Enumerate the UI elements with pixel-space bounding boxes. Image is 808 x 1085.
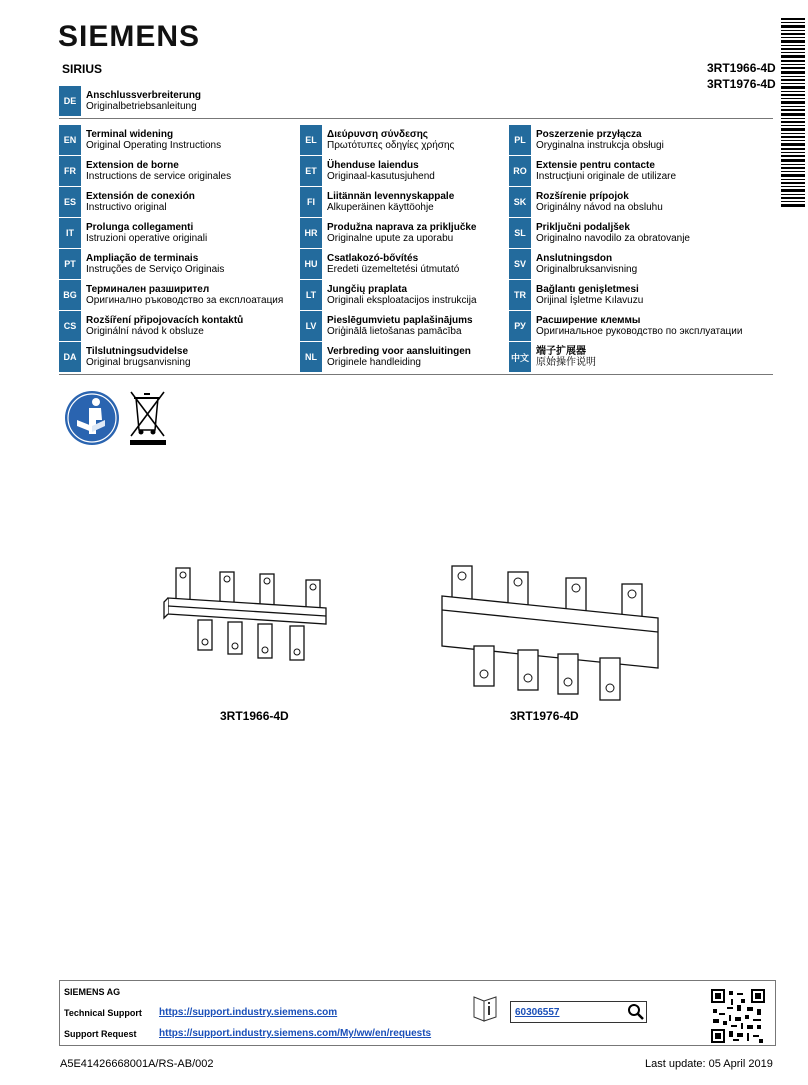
language-code: ET — [300, 156, 322, 186]
language-row — [509, 249, 774, 279]
language-subtitle: Instructions de service originales — [86, 171, 232, 182]
language-code: RO — [509, 156, 531, 186]
language-title: Extension de borne — [86, 160, 179, 171]
language-code: LT — [300, 280, 322, 310]
language-row — [509, 218, 774, 248]
barcode-image — [781, 18, 805, 208]
language-code: HR — [300, 218, 322, 248]
divider — [59, 118, 773, 119]
language-row — [59, 249, 291, 279]
language-title: Διεύρυνση σύνδεσης — [327, 129, 429, 140]
language-code: EL — [300, 125, 322, 155]
language-code: IT — [59, 218, 81, 248]
language-title: Расширение клеммы — [536, 315, 641, 326]
language-row — [300, 187, 500, 217]
language-subtitle: Instrucţiuni originale de utilizare — [536, 171, 677, 182]
language-row — [509, 342, 774, 372]
language-subtitle: Orijinal İşletme Kılavuzu — [536, 295, 644, 306]
product-drawing-3rt1966 — [160, 560, 340, 670]
language-row — [59, 187, 291, 217]
language-title: Verbreding voor aansluitingen — [327, 346, 471, 357]
language-title: 端子扩展器 — [536, 346, 586, 357]
language-code: FI — [300, 187, 322, 217]
language-title: Terminal widening — [86, 129, 174, 140]
language-row — [300, 311, 500, 341]
language-subtitle: Oryginalna instrukcja obsługi — [536, 140, 664, 151]
language-row — [509, 187, 774, 217]
language-code: DE — [59, 86, 81, 116]
language-subtitle: Originali eksploatacijos instrukcija — [327, 295, 477, 306]
qr-code — [711, 989, 765, 1043]
language-title: Poszerzenie przyłącza — [536, 129, 642, 140]
language-subtitle: Originalbetriebsanleitung — [86, 101, 197, 112]
language-subtitle: Originalbruksanvisning — [536, 264, 638, 275]
language-row — [59, 311, 291, 341]
language-row — [300, 125, 500, 155]
info-book-icon — [472, 993, 498, 1023]
language-code: 中文 — [509, 342, 531, 372]
language-subtitle: Instructivo original — [86, 202, 167, 213]
language-title: Extensie pentru contacte — [536, 160, 655, 171]
language-subtitle: Istruzioni operative originali — [86, 233, 208, 244]
language-title: Produžna naprava za priključke — [327, 222, 477, 233]
language-code: PL — [509, 125, 531, 155]
company-name: SIEMENS AG — [64, 987, 121, 997]
language-subtitle: Oriģinālā lietošanas pamācība — [327, 326, 462, 337]
language-title: Bağlantı genişletmesi — [536, 284, 639, 295]
document-search[interactable] — [510, 1001, 647, 1023]
language-code: FR — [59, 156, 81, 186]
figure-caption: 3RT1966-4D — [220, 709, 289, 723]
language-title: Csatlakozó-bővítés — [327, 253, 419, 264]
language-title: Ühenduse laiendus — [327, 160, 419, 171]
language-title: Liitännän levennyskappale — [327, 191, 455, 202]
language-title: Ampliação de terminais — [86, 253, 199, 264]
model-number: 3RT1976-4D — [707, 77, 776, 91]
language-subtitle: Originele handleiding — [327, 357, 421, 368]
language-subtitle: Originalne upute za uporabu — [327, 233, 454, 244]
language-code: SK — [509, 187, 531, 217]
language-code: DA — [59, 342, 81, 372]
language-code: BG — [59, 280, 81, 310]
language-title: Prolunga collegamenti — [86, 222, 194, 233]
language-code: SL — [509, 218, 531, 248]
language-row-de — [59, 86, 289, 116]
language-code: CS — [59, 311, 81, 341]
language-row — [59, 156, 291, 186]
language-code: TR — [509, 280, 531, 310]
language-row — [509, 311, 774, 341]
language-code: PT — [59, 249, 81, 279]
language-row — [59, 342, 291, 372]
language-code: NL — [300, 342, 322, 372]
figure-caption: 3RT1976-4D — [510, 709, 579, 723]
language-title: Rozšíření připojovacích kontaktů — [86, 315, 244, 326]
language-subtitle: Originaal-kasutusjuhend — [327, 171, 435, 182]
language-title: Rozšírenie prípojok — [536, 191, 629, 202]
language-row — [300, 249, 500, 279]
language-row — [300, 342, 500, 372]
language-row — [300, 218, 500, 248]
safety-signs — [65, 390, 175, 450]
language-title: Priključni podaljšek — [536, 222, 630, 233]
language-code: ES — [59, 187, 81, 217]
language-title: Anslutningsdon — [536, 253, 613, 264]
language-code: HU — [300, 249, 322, 279]
language-subtitle: 原始操作说明 — [536, 357, 596, 368]
language-subtitle: Оригинално ръководство за експлоатация — [86, 295, 284, 306]
language-code: LV — [300, 311, 322, 341]
last-update: Last update: 05 April 2019 — [645, 1058, 773, 1070]
search-icon[interactable] — [626, 1003, 646, 1021]
language-title: Anschlussverbreiterung — [86, 90, 202, 101]
language-title: Extensión de conexión — [86, 191, 195, 202]
language-row — [300, 280, 500, 310]
language-subtitle: Πρωτότυπες οδηγίες χρήσης — [327, 140, 455, 151]
language-subtitle: Original Operating Instructions — [86, 140, 222, 151]
product-line: SIRIUS — [62, 62, 103, 76]
tech-support-link[interactable]: https://support.industry.siemens.com — [159, 1007, 338, 1018]
language-code: РУ — [509, 311, 531, 341]
language-title: Tilslutningsudvidelse — [86, 346, 189, 357]
language-row — [300, 156, 500, 186]
language-row — [59, 218, 291, 248]
language-row — [509, 280, 774, 310]
language-subtitle: Eredeti üzemeltetési útmutató — [327, 264, 460, 275]
divider — [59, 374, 773, 375]
language-row — [509, 125, 774, 155]
language-subtitle: Originálny návod na obsluhu — [536, 202, 663, 213]
search-input[interactable]: 60306557 — [515, 1006, 560, 1018]
language-subtitle: Instruções de Serviço Originais — [86, 264, 225, 275]
language-code: EN — [59, 125, 81, 155]
language-title: Jungčių praplata — [327, 284, 408, 295]
language-subtitle: Originální návod k obsluze — [86, 326, 204, 337]
product-drawing-3rt1976 — [436, 560, 666, 710]
language-row — [59, 125, 291, 155]
language-subtitle: Original brugsanvisning — [86, 357, 191, 368]
language-subtitle: Originalno navodilo za obratovanje — [536, 233, 690, 244]
read-manual-icon — [65, 391, 119, 445]
document-number: A5E41426668001A/RS-AB/002 — [60, 1058, 214, 1070]
support-request-label: Support Request — [64, 1029, 137, 1039]
model-number: 3RT1966-4D — [707, 61, 776, 75]
language-row — [509, 156, 774, 186]
language-code: SV — [509, 249, 531, 279]
language-title: Pieslēgumvietu paplašinājums — [327, 315, 473, 326]
siemens-logo: SIEMENS — [58, 20, 201, 53]
tech-support-label: Technical Support — [64, 1008, 142, 1018]
language-subtitle: Оригинальное руководство по эксплуатации — [536, 326, 743, 337]
language-title: Терминален разширител — [86, 284, 210, 295]
language-subtitle: Alkuperäinen käyttöohje — [327, 202, 434, 213]
language-row — [59, 280, 291, 310]
crossed-bin-icon — [130, 392, 166, 445]
support-request-link[interactable]: https://support.industry.siemens.com/My/ww/en/requests — [159, 1028, 432, 1039]
